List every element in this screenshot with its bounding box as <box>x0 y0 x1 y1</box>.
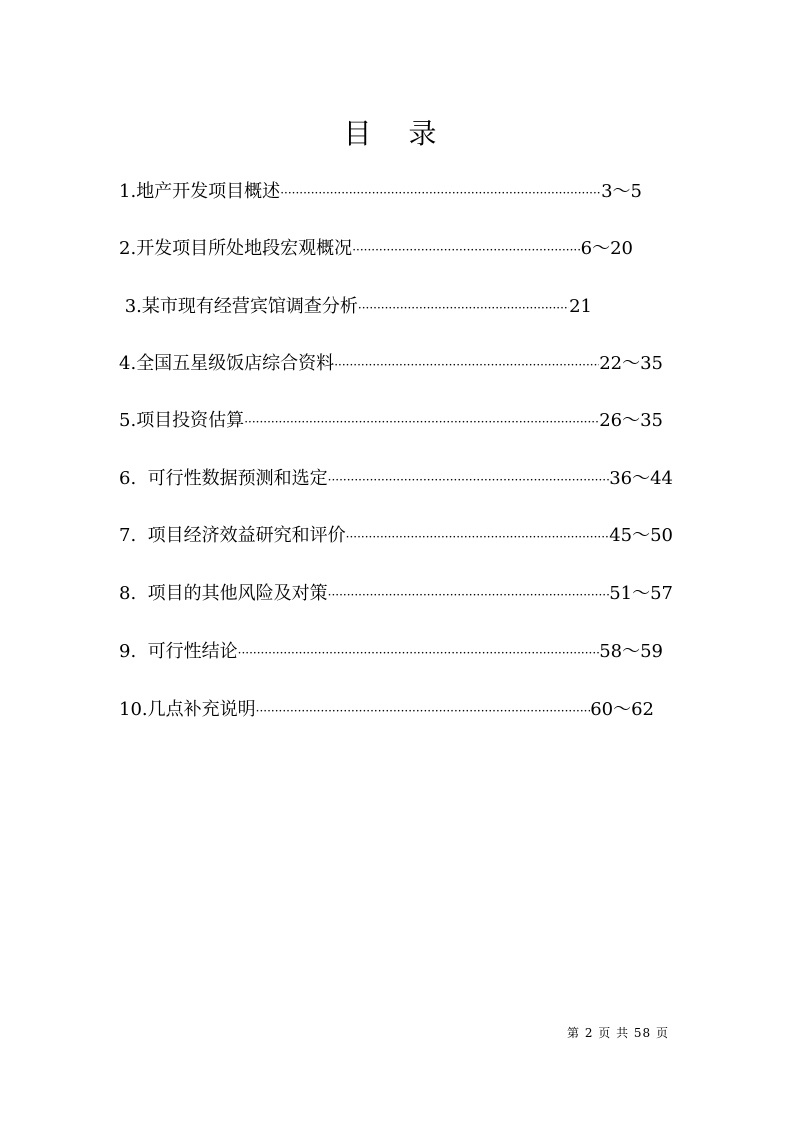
page-footer: 第 2 页 共 58 页 <box>567 1026 669 1040</box>
toc-entry-title: 项目投资估算 <box>136 410 245 431</box>
toc-entry-title: 某市现有经营宾馆调查分析 <box>141 296 358 317</box>
toc-entry-title: 可行性结论 <box>147 641 238 662</box>
toc-leader-dots <box>352 237 580 263</box>
toc-entry-pages: 45～50 <box>609 525 673 546</box>
toc-entry[interactable] <box>119 179 642 205</box>
toc-entry[interactable] <box>119 408 663 434</box>
toc-leader-dots <box>238 640 600 666</box>
toc-entry-number: 1. <box>119 181 137 202</box>
toc-entry-pages: 6～20 <box>580 238 633 259</box>
toc-leader-dots <box>256 698 591 724</box>
toc-entry[interactable] <box>119 697 654 723</box>
toc-entry-pages: 26～35 <box>599 410 663 431</box>
toc-entry-title: 几点补充说明 <box>147 699 256 720</box>
toc-entry[interactable] <box>119 236 633 262</box>
toc-entry[interactable] <box>119 351 663 377</box>
toc-entry-title: 地产开发项目概述 <box>136 181 281 202</box>
toc-entry-pages: 3～5 <box>601 181 642 202</box>
toc-entry-number: 7. <box>119 525 148 546</box>
toc-entry[interactable] <box>119 639 663 665</box>
toc-entry-title: 项目的其他风险及对策 <box>147 583 328 604</box>
toc-leader-dots <box>244 409 599 435</box>
toc-entry-number: 5. <box>119 410 137 431</box>
toc-title: 目 录 <box>343 117 451 150</box>
toc-leader-dots <box>328 582 610 608</box>
toc-leader-dots <box>346 524 610 550</box>
toc-entry-pages: 60～62 <box>590 699 654 720</box>
toc-entry-number: 8. <box>119 583 148 604</box>
toc-entry-title: 项目经济效益研究和评价 <box>147 525 346 546</box>
toc-entry-pages: 36～44 <box>609 468 673 489</box>
toc-entry-number: 9. <box>119 641 148 662</box>
toc-entry-number: 10. <box>119 699 148 720</box>
toc-entry[interactable] <box>119 466 673 492</box>
toc-entry-number: 2. <box>119 238 137 259</box>
toc-entry-number: 3. <box>119 296 142 317</box>
toc-entry-pages: 58～59 <box>599 641 663 662</box>
toc-entry-pages: 22～35 <box>599 353 663 374</box>
toc-leader-dots <box>358 295 569 321</box>
toc-leader-dots <box>334 352 599 378</box>
toc-entry-title: 开发项目所处地段宏观概况 <box>136 238 353 259</box>
toc-entry-number: 6. <box>119 468 148 489</box>
toc-entry-number: 4. <box>119 353 137 374</box>
toc-entry-pages: 21 <box>569 296 592 317</box>
toc-entry-title: 全国五星级饭店综合资料 <box>136 353 335 374</box>
toc-entry-title: 可行性数据预测和选定 <box>147 468 328 489</box>
toc-leader-dots <box>328 467 610 493</box>
toc-entry-pages: 51～57 <box>609 583 673 604</box>
toc-leader-dots <box>280 180 601 206</box>
toc-entry[interactable] <box>119 581 673 607</box>
toc-entry[interactable] <box>119 523 673 549</box>
toc-entry[interactable] <box>119 294 592 320</box>
